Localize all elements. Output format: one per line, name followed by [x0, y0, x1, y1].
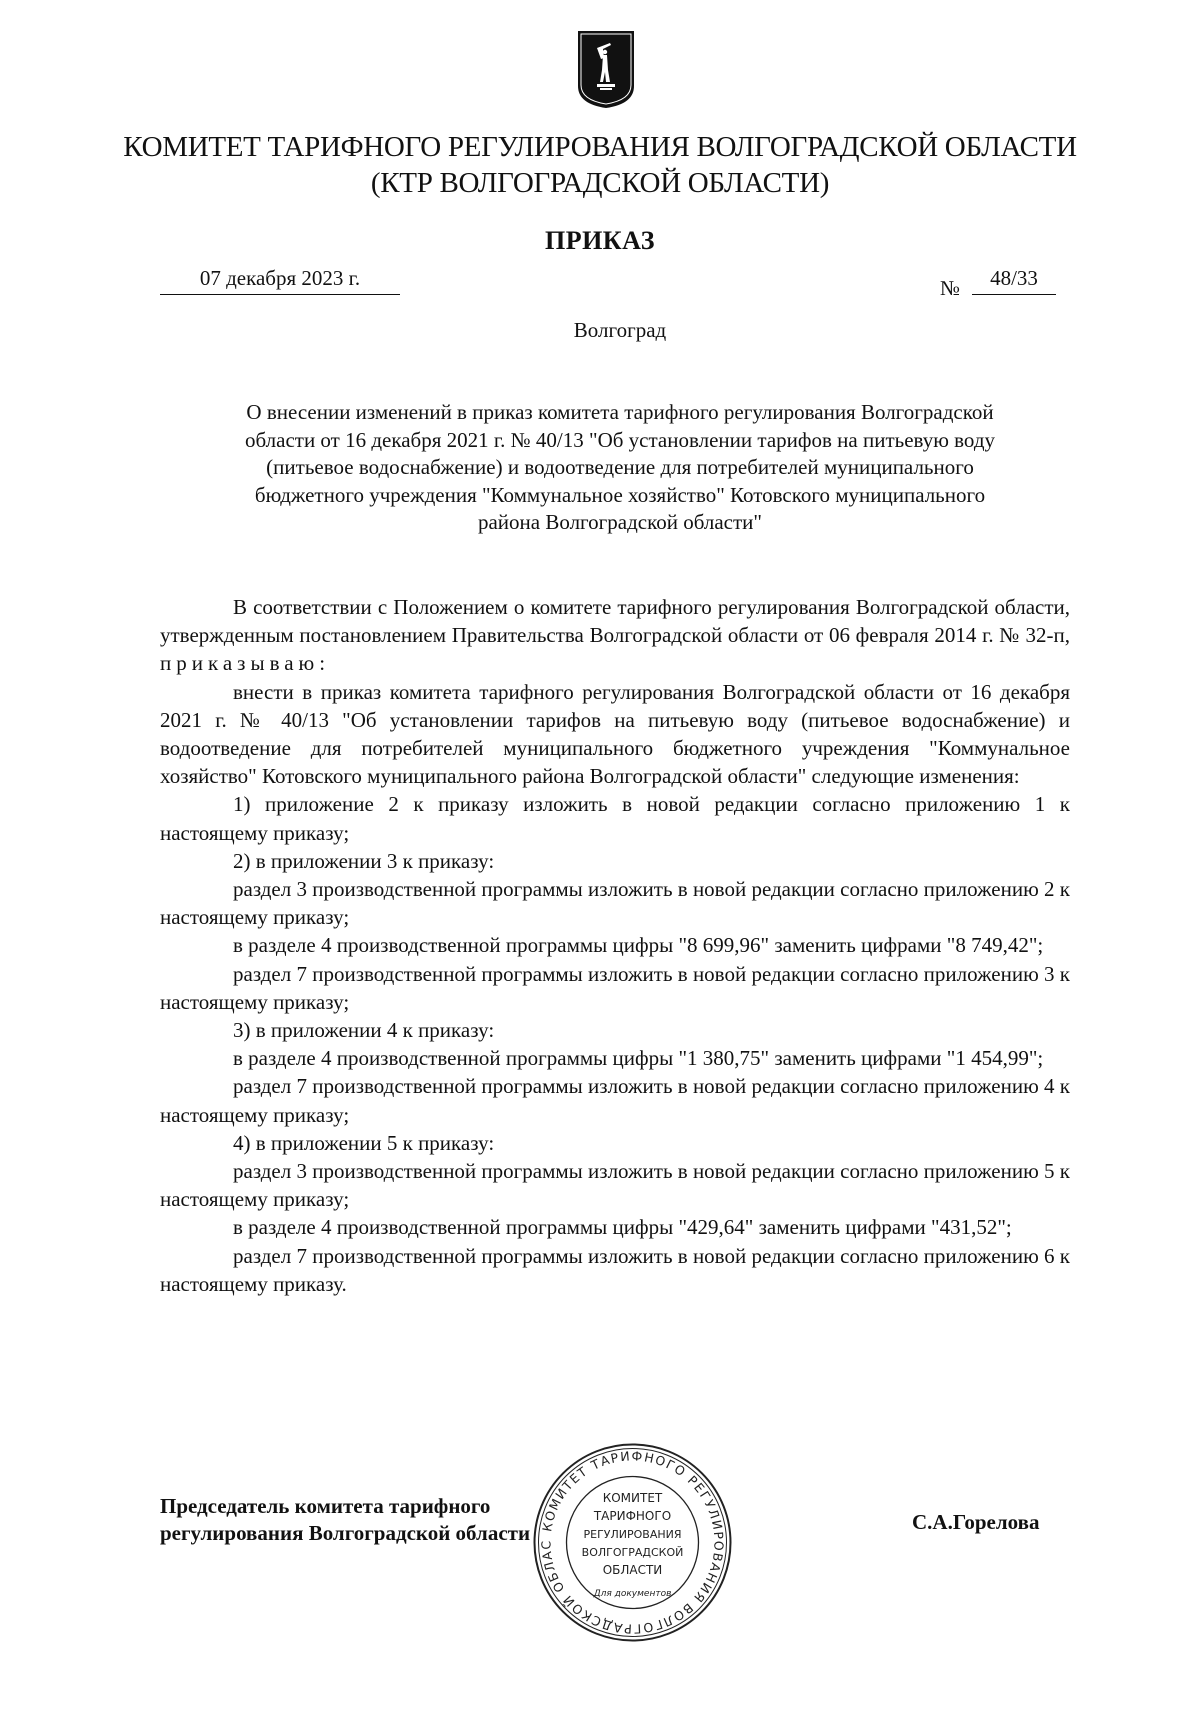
document-subject [160, 399, 1080, 537]
subject-line: бюджетного учреждения "Коммунальное хозяйство" Котовского муниципального [254, 482, 986, 507]
document-body [160, 593, 1070, 1298]
body-paragraph: в разделе 4 производственной программы цифры "429,64" заменить цифрами "431,52"; [233, 1215, 1012, 1240]
subject-line: О внесении изменений в приказ комитета тарифного регулирования Волгоградской [246, 400, 994, 424]
body-paragraph: раздел 7 производственной программы изложить в новой редакции согласно приложению 4 к настоящему приказу; [160, 1074, 1070, 1127]
stamp-line: ТАРИФНОГО [593, 1509, 672, 1523]
position-line: регулирования Волгоградской области [160, 1521, 531, 1545]
number-label: № [940, 276, 961, 300]
stamp-line: Для документов [593, 1589, 672, 1599]
organization-name: КОМИТЕТ ТАРИФНОГО РЕГУЛИРОВАНИЯ ВОЛГОГРАДСКОЙ ОБЛАСТИ [123, 131, 1077, 163]
stamp-line: ОБЛАСТИ [602, 1563, 663, 1577]
body-paragraph: в разделе 4 производственной программы цифры "8 699,96" заменить цифрами "8 749,42"; [233, 933, 1044, 958]
position-line: Председатель комитета тарифного [160, 1494, 491, 1518]
body-paragraph: 1) приложение 2 к приказу изложить в новой редакции согласно приложению 1 к настоящему приказу; [160, 792, 1070, 845]
body-paragraph: раздел 7 производственной программы изложить в новой редакции согласно приложению 6 к настоящему приказу. [160, 1243, 1070, 1296]
stamp-line: КОМИТЕТ [602, 1491, 663, 1505]
official-stamp [530, 1440, 735, 1645]
paragraph-text: В соответствии с Положением о комитете тарифного регулирования Волгоградской области, утвержденным постановлением Правительства Волгоградской области от 06 февраля 2014 г. № 32-п, [160, 595, 1070, 648]
body-paragraph: 2) в приложении 3 к приказу: [233, 848, 495, 873]
body-paragraph: 3) в приложении 4 к приказу: [233, 1018, 495, 1043]
stamp-line: ВОЛГОГРАДСКОЙ [581, 1546, 684, 1559]
document-city: Волгоград [573, 318, 667, 342]
emblem-icon [575, 28, 637, 110]
body-paragraph: в разделе 4 производственной программы цифры "1 380,75" заменить цифрами "1 454,99"; [233, 1046, 1044, 1071]
document-number: 48/33 [972, 266, 1056, 295]
body-paragraph: раздел 3 производственной программы изложить в новой редакции согласно приложению 5 к настоящему приказу; [160, 1159, 1070, 1212]
body-paragraph: раздел 3 производственной программы изложить в новой редакции согласно приложению 2 к настоящему приказу; [160, 877, 1070, 930]
stamp-line: РЕГУЛИРОВАНИЯ [583, 1528, 682, 1541]
body-paragraph [160, 593, 1070, 678]
subject-line: (питьевое водоснабжение) и водоотведение для потребителей муниципального [266, 455, 974, 479]
subject-line: области от 16 декабря 2021 г. № 40/13 "Об установлении тарифов на питьевую воду [244, 427, 996, 452]
document-date: 07 декабря 2023 г. [160, 266, 400, 295]
body-paragraph: внести в приказ комитета тарифного регулирования Волгоградской области от 16 декабря 2021 г. № 40/13 "Об установлении тарифов на питьевую воду (питьевое водоснабжение) и водоотведение для потребителей муниципального бюджетного учреждения "Коммунальное хозяйство" Котовского муниципального района Волгоградской области" следующие изменения: [160, 679, 1070, 789]
stamp-ring-text: КОМИТЕТ ТАРИФНОГО РЕГУЛИРОВАНИЯ ВОЛГОГРАДСКОЙ ОБЛАС [538, 1448, 727, 1637]
order-word: приказываю: [160, 651, 331, 676]
signatory-name: С.А.Горелова [912, 1510, 1040, 1534]
signatory-position [160, 1493, 530, 1547]
subject-line: района Волгоградской области" [477, 510, 762, 534]
body-paragraph: 4) в приложении 5 к приказу: [233, 1130, 495, 1155]
document-title: ПРИКАЗ [544, 226, 656, 255]
organization-short-name: (КТР ВОЛГОГРАДСКОЙ ОБЛАСТИ) [370, 167, 830, 199]
body-paragraph: раздел 7 производственной программы изложить в новой редакции согласно приложению 3 к настоящему приказу; [160, 961, 1070, 1014]
